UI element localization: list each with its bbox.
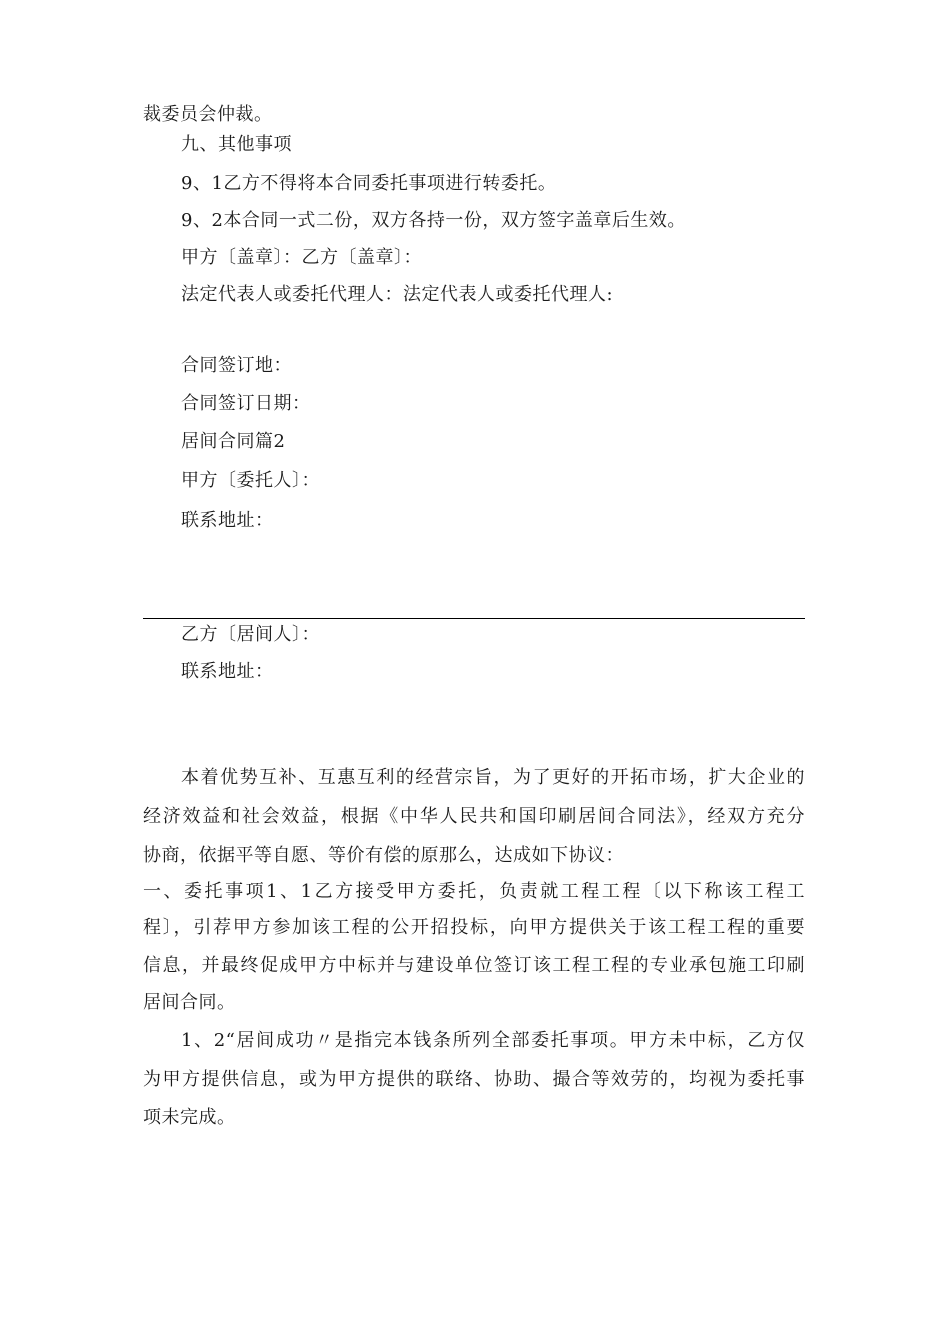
contract-title-2: 居间合同篇2 (181, 431, 286, 452)
clause-1-1-line-2: 程〕，引荐甲方参加该工程的公开招投标，向甲方提供关于该工程工程的重要 (143, 917, 805, 938)
clause-1-1-line-1: 一、委托事项1、1乙方接受甲方委托，负责就工程工程〔以下称该工程工 (143, 881, 805, 902)
clause-9-1: 9、1乙方不得将本合同委托事项进行转委托。 (181, 173, 557, 194)
preamble-line-1: 本着优势互补、互惠互利的经营宗旨，为了更好的开拓市场，扩大企业的 (181, 767, 805, 788)
preamble-line-3: 协商，依据平等自愿、等价有偿的原那么，达成如下协议： (143, 845, 624, 866)
signing-place: 合同签订地： (181, 355, 292, 376)
text-line-arbitration-end: 裁委员会仲裁。 (143, 104, 273, 125)
representative-line: 法定代表人或委托代理人：法定代表人或委托代理人: (181, 284, 614, 305)
clause-9-2: 9、2本合同一式二份，双方各持一份，双方签字盖章后生效。 (181, 210, 686, 231)
preamble-line-2: 经济效益和社会效益，根据《中华人民共和国印刷居间合同法》，经双方充分 (143, 806, 805, 827)
clause-1-2-line-3: 项未完成。 (143, 1107, 236, 1128)
signing-date: 合同签订日期： (181, 393, 311, 414)
clause-1-1-line-3: 信息，并最终促成甲方中标并与建设单位签订该工程工程的专业承包施工印刷 (143, 955, 805, 976)
clause-1-2-line-2: 为甲方提供信息，或为甲方提供的联络、协助、撮合等效劳的，均视为委托事 (143, 1069, 805, 1090)
party-a-label: 甲方〔委托人〕： (181, 470, 320, 491)
seal-line: 甲方〔盖章〕：乙方〔盖章〕： (181, 247, 422, 268)
party-a-address-label: 联系地址： (181, 510, 274, 531)
clause-1-1-line-4: 居间合同。 (143, 992, 236, 1013)
section-heading-other-matters: 九、其他事项 (181, 134, 292, 155)
horizontal-rule (143, 618, 805, 619)
party-b-address-label: 联系地址： (181, 661, 274, 682)
clause-1-2-line-1: 1、2“居间成功〃是指完本钱条所列全部委托事项。甲方未中标，乙方仅 (181, 1030, 805, 1051)
party-b-label: 乙方〔居间人〕： (181, 624, 320, 645)
